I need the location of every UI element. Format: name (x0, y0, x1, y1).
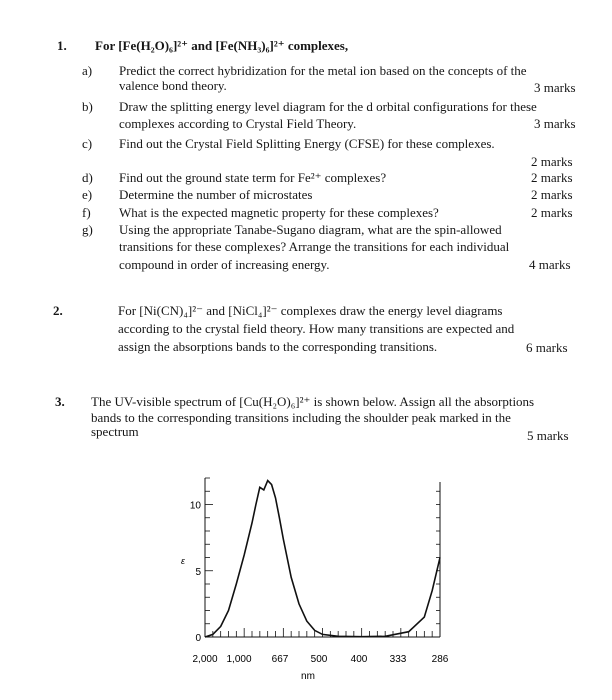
q2-line3: assign the absorptions bands to the corresponding transitions. (118, 339, 438, 354)
q1f-marks: 2 marks (531, 205, 573, 220)
q1f-line1: What is the expected magnetic property for these complexes? (119, 205, 439, 220)
q1b-marks: 3 marks (534, 116, 576, 131)
chart-axes (205, 478, 440, 637)
y-tick-label: 0 (195, 633, 201, 644)
chart-ticks (205, 478, 440, 637)
q1d-marks: 2 marks (531, 170, 573, 185)
q1a-line2: valence bond theory. (119, 78, 227, 93)
x-tick-label: 2,000 (192, 654, 218, 665)
x-tick-label: 286 (431, 654, 449, 665)
q1a-label: a) (82, 63, 93, 78)
q1d-label: d) (82, 170, 93, 185)
q3-marks: 5 marks (527, 428, 569, 443)
q1e-marks: 2 marks (531, 187, 573, 202)
x-tick-label: 500 (310, 654, 328, 665)
q2-number: 2. (53, 303, 63, 318)
x-axis-label: nm (301, 671, 315, 682)
q1b-label: b) (82, 99, 93, 114)
q1b-line2: complexes according to Crystal Field Theory. (119, 116, 357, 131)
q3-line2: bands to the corresponding transitions including the shoulder peak marked in the (91, 410, 511, 425)
q1f-label: f) (82, 205, 91, 220)
q1b-line1: Draw the splitting energy level diagram for the d orbital configurations for these (119, 99, 537, 114)
q1g-line3: compound in order of increasing energy. (119, 257, 330, 272)
q1-heading: For [Fe(H₂O)₆]²⁺ and [Fe(NH₃)₆]²⁺ complexes, (95, 38, 349, 53)
q3-line3: spectrum (91, 424, 139, 439)
q1a-line1: Predict the correct hybridization for the metal ion based on the concepts of the (119, 63, 527, 78)
q1d-line1: Find out the ground state term for Fe²⁺ complexes? (119, 170, 387, 185)
q1g-marks: 4 marks (529, 257, 571, 272)
q1e-label: e) (82, 187, 93, 202)
q3-number: 3. (55, 394, 65, 409)
x-tick-label: 400 (350, 654, 368, 665)
q1e-line1: Determine the number of microstates (119, 187, 313, 202)
x-tick-label: 667 (271, 654, 289, 665)
x-tick-label: 333 (389, 654, 407, 665)
q2-marks: 6 marks (526, 340, 568, 355)
q1g-line1: Using the appropriate Tanabe-Sugano diagram, what are the spin-allowed (119, 222, 502, 237)
q1c-marks: 2 marks (531, 154, 573, 169)
q1g-label: g) (82, 222, 93, 237)
absorption-curve (205, 481, 440, 637)
q1-number: 1. (57, 38, 67, 53)
q3-line1: The UV-visible spectrum of [Cu(H₂O)₆]²⁺ is shown below. Assign all the absorptions (91, 394, 535, 409)
y-axis-label: ε (181, 556, 185, 566)
q1g-line2: transitions for these complexes? Arrange the transitions for each individual (119, 239, 510, 254)
y-tick-label: 10 (189, 500, 201, 512)
q2-line2: according to the crystal field theory. How many transitions are expected and (118, 321, 515, 336)
x-tick-label: 1,000 (226, 654, 252, 665)
q1a-marks: 3 marks (534, 80, 576, 95)
q1c-line1: Find out the Crystal Field Splitting Energy (CFSE) for these complexes. (119, 136, 495, 151)
q2-line1: For [Ni(CN)₄]²⁻ and [NiCl₄]²⁻ complexes draw the energy level diagrams (118, 303, 503, 318)
q1c-label: c) (82, 136, 93, 151)
chart-tick-labels (190, 501, 449, 666)
y-tick-label: 5 (195, 566, 201, 578)
